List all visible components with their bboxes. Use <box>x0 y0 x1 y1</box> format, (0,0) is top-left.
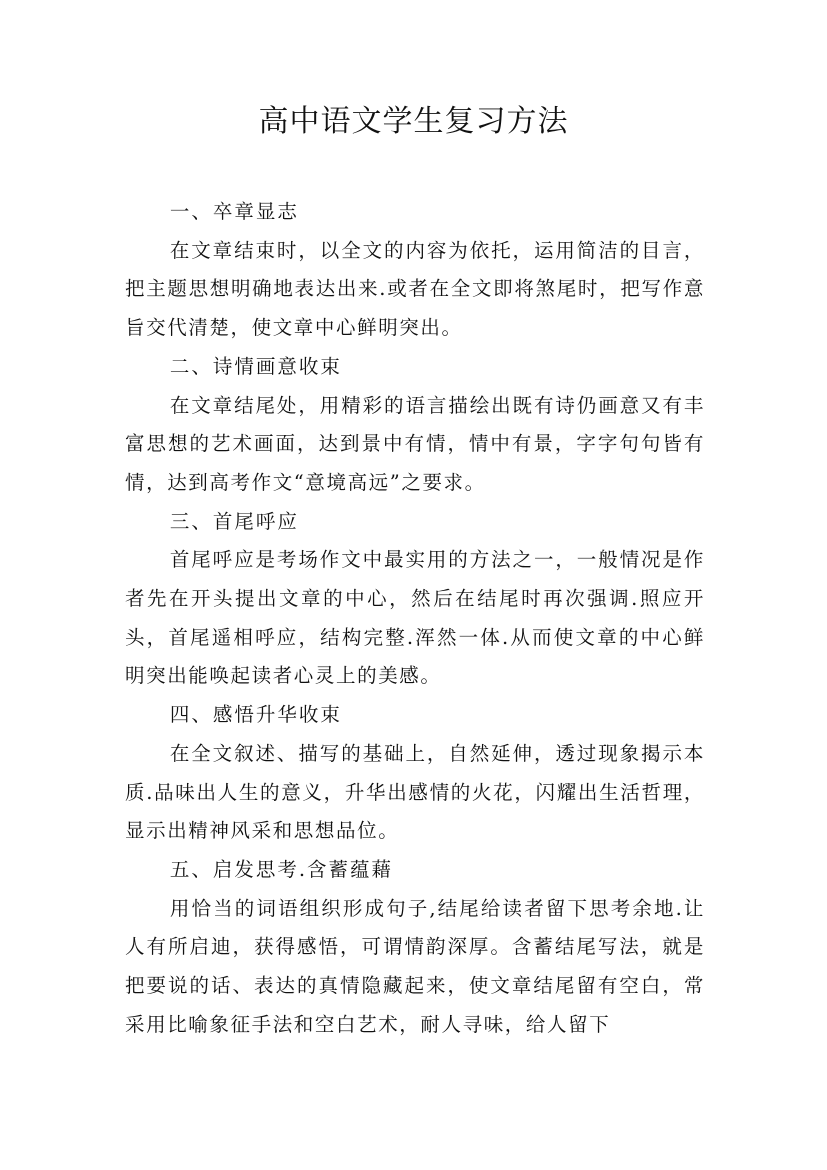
section-heading-1: 一、卒章显志 <box>169 200 299 223</box>
paragraph-5: 用恰当的词语组织形成句子,结尾给读者留下思考余地.让人有所启迪，获得感悟，可谓情韵深厚。含蓄结尾写法，就是把要说的话、表达的真情隐藏起来，使文章结尾留有空白，常采用比喻象征手法和空白艺术，耐人寻味，给人留下 <box>125 896 705 1036</box>
document-title: 高中语文学生复习方法 <box>258 104 569 139</box>
document-body <box>125 193 705 1044</box>
paragraph-2: 在文章结尾处，用精彩的语言描绘出既有诗仍画意又有丰富思想的艺术画面，达到景中有情，情中有景，字字句句皆有情，达到高考作文“意境高远”之要求。 <box>125 393 705 494</box>
section-heading-3: 三、首尾呼应 <box>169 509 299 533</box>
paragraph-3: 首尾呼应是考场作文中最实用的方法之一，一般情况是作者先在开头提出文章的中心，然后在结尾时再次强调.照应开头，首尾遥相呼应，结构完整.浑然一体.从而使文章的中心鲜明突出能唤起读者心灵上的美感。 <box>125 548 705 688</box>
section-heading-5: 五、启发思考.含蓄蕴藉 <box>169 857 394 881</box>
section-heading-4: 四、感悟升华收束 <box>169 703 342 727</box>
section-heading-2: 二、诗情画意收束 <box>169 354 342 378</box>
paragraph-4: 在全文叙述、描写的基础上，自然延伸，透过现象揭示本质.品味出人生的意义，升华出感情的火花，闪耀出生活哲理，显示出精神风采和思想品位。 <box>125 741 705 843</box>
paragraph-1: 在文章结束时，以全文的内容为依托，运用简洁的目言，把主题思想明确地表达出来.或者在全文即将煞尾时，把写作意旨交代清楚，使文章中心鲜明突出。 <box>125 238 705 340</box>
